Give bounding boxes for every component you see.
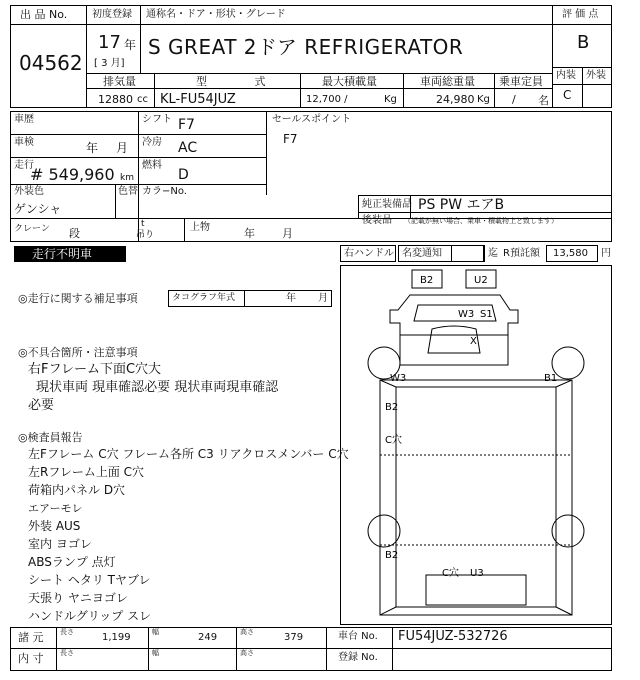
divider [358, 195, 359, 218]
diagram-mark: X [470, 336, 477, 347]
inspection-month: 月 [116, 141, 129, 155]
color-code-label: カラ−No. [142, 186, 187, 197]
divider [86, 5, 87, 108]
lot-number: 04562 [19, 51, 83, 75]
upper-month: 月 [282, 227, 293, 240]
diagram-mark: C穴 [442, 568, 459, 579]
divider [10, 134, 266, 135]
displacement-unit: cc [137, 94, 148, 105]
equipment-label: 純正装備品 [362, 199, 412, 210]
length-label: 長さ [60, 628, 74, 636]
inspector-line: ABSランプ 点灯 [28, 555, 116, 569]
equipment: PS PW エアB [418, 197, 505, 213]
divider [10, 184, 266, 185]
mileage: # 549,960 [30, 165, 115, 184]
diagram-mark: B2 [420, 275, 434, 286]
crane-label: クレーン [14, 224, 50, 234]
inspector-line: ハンドルグリップ スレ [28, 609, 152, 623]
chassis-number: FU54JUZ-532726 [398, 629, 508, 644]
diagram-mark: C穴 [385, 435, 402, 446]
divider [86, 88, 552, 89]
divider [10, 24, 86, 25]
displacement: 12880 [98, 93, 133, 106]
divider [115, 184, 116, 218]
max-load-unit: Kg [384, 94, 397, 105]
diagram-mark: B2 [385, 550, 399, 561]
inner-length-label: 長さ [60, 649, 74, 657]
reg-month: [ 3 月] [94, 58, 125, 69]
model-label: 型 式 [196, 75, 288, 88]
defects-line: 現状車両 現車確認必要 現状車両現車確認 [36, 380, 279, 395]
shift-label: シフト [142, 114, 172, 125]
inner-width-label: 幅 [152, 649, 159, 657]
grade-label: 評 価 点 [562, 9, 599, 20]
car-name-label: 通称名・ドア・形状・グレード [146, 9, 286, 20]
defects-line: 右Fフレーム下面C穴大 [28, 362, 162, 377]
max-load-label: 最大積載量 [322, 75, 377, 88]
width-label: 幅 [152, 628, 159, 636]
sales-point: F7 [283, 132, 298, 146]
divider [184, 218, 185, 242]
height-value: 379 [284, 632, 304, 643]
divider [244, 290, 245, 307]
divider [552, 84, 612, 85]
truck-diagram [340, 265, 612, 625]
overall-grade: B [577, 32, 590, 53]
tacho-year: 年 [286, 293, 296, 304]
inspector-line: エアーモレ [28, 502, 83, 515]
inspection-year: 年 [86, 141, 99, 155]
supplement-label: ◎走行に関する補足事項 [18, 292, 138, 305]
interior-grade-label: 内装 [556, 70, 576, 81]
divider [300, 73, 301, 108]
divider [552, 5, 553, 108]
recycle-unit: 円 [601, 248, 611, 259]
mileage-label: 走行 [14, 160, 34, 171]
lot-no-label: 出 品 No. [20, 8, 68, 21]
footer-frame [10, 627, 612, 671]
divider [10, 648, 612, 649]
tacho-label: タコグラフ年式 [172, 293, 236, 303]
max-load: 12,700 / [306, 94, 348, 105]
upper-year: 年 [244, 227, 255, 240]
diagram-mark: W3 [390, 373, 407, 384]
inspector-line: 左Rフレーム上面 C穴 [28, 465, 145, 479]
width-value: 249 [198, 632, 218, 643]
gross-weight: 24,980 [436, 93, 475, 106]
aftermarket-label: 後装品 [362, 215, 392, 226]
divider [494, 73, 495, 108]
name-change-label: 名変通知 [402, 248, 442, 259]
due-label: 迄 [488, 248, 498, 259]
diagram-mark: W3 [458, 309, 475, 320]
crane-hook: 吊り [136, 230, 155, 240]
interior-grade: C [563, 88, 572, 102]
divider [138, 111, 139, 242]
divider [154, 73, 155, 108]
fuel-value: D [178, 167, 189, 183]
sales-point-label: セールスポイント [272, 114, 352, 125]
inspector-line: 左Fフレーム C穴 フレーム各所 C3 リアクロスメンバー C穴 [28, 447, 349, 461]
inspector-line: 室内 ヨゴレ [28, 537, 92, 551]
exterior-grade-label: 外装 [586, 70, 606, 81]
capacity: / [512, 93, 516, 106]
ac-value: AC [178, 140, 198, 156]
reg-year: 17 [98, 32, 121, 53]
divider [148, 627, 149, 671]
defects-label: ◎不具合箇所・注意事項 [18, 346, 138, 359]
height-label: 高さ [240, 628, 254, 636]
divider [140, 5, 141, 73]
unknown-mileage-badge: 走行不明車 [14, 246, 126, 262]
shift-value: F7 [178, 117, 195, 133]
registration-label: 登録 No. [338, 652, 378, 663]
divider [10, 157, 266, 158]
inspector-line: 天張り ヤニヨゴレ [28, 591, 128, 605]
ext-color-label: 外装色 [14, 186, 44, 197]
inspector-label: ◎検査員報告 [18, 431, 83, 444]
diagram-mark: S1 [480, 309, 493, 320]
ext-color: ゲンシャ [14, 202, 62, 216]
divider [86, 24, 552, 25]
fuel-label: 燃料 [142, 160, 162, 171]
recycle-label: R預託額 [503, 248, 540, 259]
diagram-mark: B1 [544, 373, 558, 384]
crane-t: t [141, 219, 145, 229]
divider [358, 195, 612, 196]
diagram-mark: B2 [385, 402, 399, 413]
divider [582, 67, 583, 108]
displacement-label: 排気量 [103, 75, 136, 88]
divider [236, 627, 237, 671]
divider [266, 111, 267, 195]
diagram-mark: U3 [470, 568, 484, 579]
gross-weight-label: 車両総重量 [420, 75, 475, 88]
defects-line: 必要 [28, 398, 55, 413]
divider [552, 24, 612, 25]
gross-weight-unit: Kg [477, 94, 490, 105]
divider [86, 73, 552, 74]
reg-year-unit: 年 [124, 38, 137, 52]
inspector-line: 荷箱内パネル D穴 [28, 483, 126, 497]
length-value: 1,199 [102, 632, 131, 643]
aftermarket-note: （記載が無い場合、乗車・積載物上と致します） [404, 217, 558, 225]
capacity-unit: 名 [538, 94, 549, 107]
name-change-field [451, 245, 485, 262]
capacity-label: 乗車定員 [499, 75, 543, 88]
history-label: 車歴 [14, 114, 34, 125]
inner-height-label: 高さ [240, 649, 254, 657]
inspector-line: 外装 AUS [28, 519, 81, 533]
mileage-unit: km [120, 173, 134, 183]
color-change-label: 色替 [118, 186, 138, 197]
ac-label: 冷房 [142, 137, 162, 148]
inspector-line: シート ヘタリ Tヤブレ [28, 573, 151, 587]
upper-label: 上物 [190, 222, 210, 233]
tacho-month: 月 [318, 293, 328, 304]
car-name: S GREAT 2ドア REFRIGERATOR [148, 35, 464, 59]
divider [56, 627, 57, 671]
divider [326, 627, 327, 671]
crane-steps: 段 [69, 227, 80, 240]
first-reg-label: 初度登録 [92, 9, 132, 20]
inspection-label: 車検 [14, 137, 34, 148]
recycle-amount: 13,580 [553, 248, 588, 259]
dims-label: 諸 元 [18, 631, 44, 644]
divider [403, 73, 404, 108]
inner-dims-label: 内 寸 [18, 652, 44, 665]
model-code: KL-FU54JUZ [160, 92, 236, 107]
divider [392, 627, 393, 671]
steering: 右ハンドル [344, 248, 394, 259]
diagram-mark: U2 [474, 275, 488, 286]
chassis-label: 車台 No. [338, 631, 378, 642]
